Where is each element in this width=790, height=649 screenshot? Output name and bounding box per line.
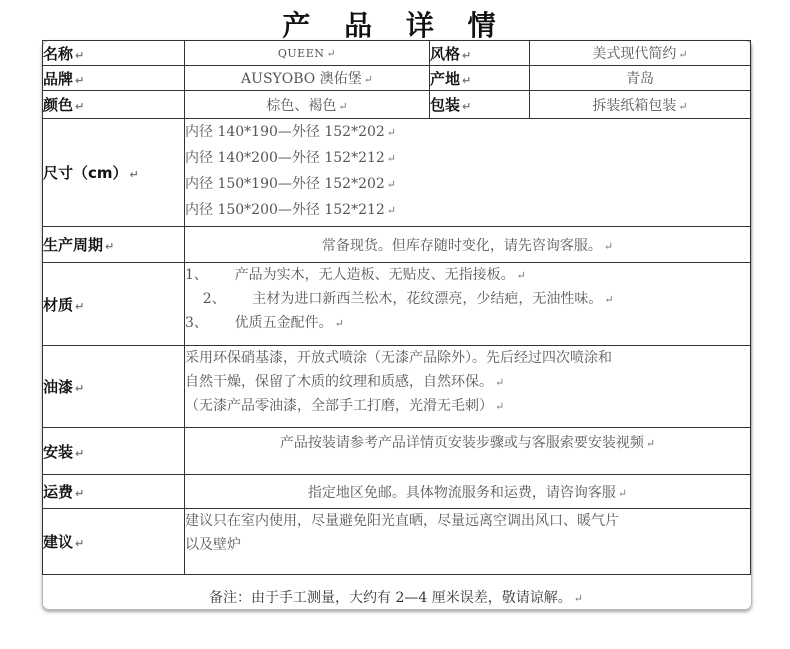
paint-label: 油漆 ↵ [43, 346, 185, 428]
table-row [43, 227, 751, 263]
material-line: 3、 优质五金配件。 ↵ [185, 315, 344, 331]
brand-value: AUSYOBO 澳佑堡 ↵ [185, 66, 430, 91]
advice-line: 建议只在室内使用，尽量避免阳光直晒，尽量远离空调出风口、暖气片 [185, 513, 619, 529]
shipping-label: 运费 ↵ [43, 475, 185, 509]
paint-line: 自然干燥，保留了木质的纹理和质感，自然环保。 ↵ [185, 374, 505, 390]
size-line: 内径 150*200—外径 152*212 ↵ [185, 202, 397, 218]
packing-label: 包装 ↵ [430, 91, 530, 119]
style-value: 美式现代简约 ↵ [530, 41, 751, 66]
cycle-label: 生产周期 ↵ [43, 227, 185, 263]
size-line: 内径 140*190—外径 152*202 ↵ [185, 124, 397, 140]
brand-label: 品牌 ↵ [43, 66, 185, 91]
color-label: 颜色 ↵ [43, 91, 185, 119]
install-label: 安装 ↵ [43, 428, 185, 475]
material-label: 材质 ↵ [43, 263, 185, 346]
product-spec-table [42, 40, 751, 575]
paint-line: 采用环保硝基漆，开放式喷涂（无漆产品除外）。先后经过四次喷涂和 [185, 350, 612, 366]
style-label: 风格 ↵ [430, 41, 530, 66]
footer-note: 备注：由于手工测量，大约有 2—4 厘米误差，敬请谅解。 ↵ [209, 590, 583, 606]
page-title: 产 品 详 情 [282, 9, 508, 42]
material-line: 2、 主材为进口新西兰松木，花纹漂亮，少结疤，无油性味。 ↵ [185, 291, 614, 307]
table-row [43, 263, 751, 346]
size-label: 尺寸（cm） ↵ [43, 119, 185, 227]
paint-line: （无漆产品零油漆，全部手工打磨，光滑无毛刺） ↵ [185, 398, 505, 414]
table-row [43, 475, 751, 509]
table-row [43, 428, 751, 475]
advice-line: 以及壁炉 [185, 537, 241, 553]
paint-text [185, 346, 751, 428]
origin-label: 产地 ↵ [430, 66, 530, 91]
name-label: 名称 ↵ [43, 41, 185, 66]
install-value: 产品按装请参考产品详情页安装步骤或与客服索要安装视频 ↵ [185, 428, 751, 475]
table-row [43, 119, 751, 227]
name-value: QUEEN ↵ [185, 41, 430, 66]
advice-label: 建议 ↵ [43, 509, 185, 575]
color-value: 棕色、褐色 ↵ [185, 91, 430, 119]
table-row [43, 66, 751, 91]
origin-value: 青岛 [530, 66, 751, 91]
size-list [185, 119, 751, 227]
table-row [43, 41, 751, 66]
shipping-value: 指定地区免邮。具体物流服务和运费，请咨询客服 ↵ [185, 475, 751, 509]
cycle-value: 常备现货。但库存随时变化，请先咨询客服。 ↵ [185, 227, 751, 263]
packing-value: 拆装纸箱包装 ↵ [530, 91, 751, 119]
table-row [43, 509, 751, 575]
size-line: 内径 150*190—外径 152*202 ↵ [185, 176, 397, 192]
table-row [43, 346, 751, 428]
material-line: 1、 产品为实木，无人造板、无贴皮、无指接板。 ↵ [185, 267, 526, 283]
material-list [185, 263, 751, 346]
size-line: 内径 140*200—外径 152*212 ↵ [185, 150, 397, 166]
table-row [43, 91, 751, 119]
advice-text [185, 509, 751, 575]
